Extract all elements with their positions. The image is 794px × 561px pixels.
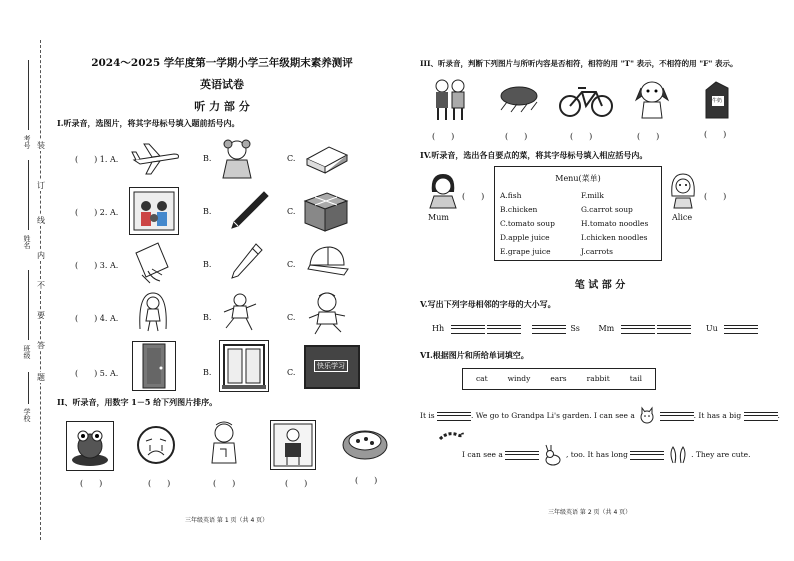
q1-row-num: ( ) 1. A.: [75, 155, 119, 164]
letter-pair: Ss: [570, 324, 580, 333]
cut-char: 不: [37, 281, 45, 290]
option-b-label: B.: [203, 368, 212, 377]
book-image: [303, 139, 351, 177]
child-thinking-image: [204, 419, 244, 467]
cut-char: 答: [37, 341, 45, 350]
exam-number-label: 考号: [23, 135, 31, 149]
option-c-label: C.: [287, 313, 296, 322]
word-bank: [462, 368, 656, 390]
q3-paren[interactable]: ( ): [704, 130, 727, 139]
cap-image: [302, 241, 352, 281]
cake-image: [340, 421, 390, 465]
mum-paren[interactable]: ( ): [462, 192, 485, 201]
cat-icon: [637, 406, 657, 426]
menu-item: B.chicken: [500, 205, 538, 214]
q2-paren[interactable]: ( ): [285, 479, 308, 488]
menu-item: C.tomato soup: [500, 219, 555, 228]
blackboard-image: [304, 345, 360, 389]
menu-item: E.grape juice: [500, 247, 551, 256]
menu-item: A.fish: [500, 191, 522, 200]
mum-label: Mum: [428, 213, 449, 222]
name-field[interactable]: [28, 160, 29, 230]
exam-title: 2024～2025 学年度第一学期小学三年级期末素养测评: [91, 57, 353, 69]
pencil-image: [226, 240, 266, 284]
pen-image: [226, 188, 270, 232]
alice-label: Alice: [672, 213, 693, 222]
option-b-label: B.: [203, 154, 212, 163]
menu-item: D.apple juice: [500, 233, 550, 242]
menu-item: G.carrot soup: [581, 205, 633, 214]
family-photo-image: [129, 187, 179, 235]
letter-blank[interactable]: [451, 325, 485, 334]
written-section-title: 笔 试 部 分: [574, 280, 626, 291]
airplane-image: [130, 138, 182, 180]
class-label: 班级: [23, 345, 31, 359]
q3-paren[interactable]: ( ): [432, 132, 455, 141]
letter-blank[interactable]: [487, 325, 521, 334]
letter-blank[interactable]: [724, 325, 758, 334]
option-b-label: B.: [203, 260, 212, 269]
word-bank-item: tail: [629, 374, 643, 383]
word-bank-item: windy: [507, 374, 531, 383]
answer-blank[interactable]: [630, 451, 664, 460]
rainy-cloud-image: [495, 80, 541, 116]
door-image: [132, 341, 176, 391]
alice-image: [668, 170, 698, 210]
sentence-text: , too. It has long: [566, 450, 628, 459]
q3-paren[interactable]: ( ): [570, 132, 593, 141]
milk-carton-label: 牛奶: [712, 98, 723, 104]
option-c-label: C.: [287, 260, 296, 269]
letter-blank[interactable]: [657, 325, 691, 334]
letter-pair: Hh: [432, 324, 445, 333]
q3-instruction: III、听录音，判断下列图片与所听内容是否相符，相符的用 "T" 表示，不相符的用 "F" 表示。: [420, 59, 738, 68]
sad-face-image: [134, 421, 178, 469]
q6-sentence-1: [420, 406, 780, 426]
q3-paren[interactable]: ( ): [637, 132, 660, 141]
man-portrait-image: [270, 420, 316, 470]
word-bank-item: rabbit: [586, 374, 610, 383]
letter-blank[interactable]: [621, 325, 655, 334]
sentence-text: . They are cute.: [691, 450, 751, 459]
listening-section-title: 听 力 部 分: [194, 100, 250, 113]
class-field[interactable]: [28, 270, 29, 340]
option-b-label: B.: [203, 313, 212, 322]
q6-sentence-2: [420, 444, 780, 466]
frog-image: [66, 421, 114, 471]
sentence-text: .: [777, 411, 780, 420]
cut-char: 题: [37, 373, 45, 382]
q2-paren[interactable]: ( ): [355, 476, 378, 485]
tail-image: [438, 428, 466, 442]
q1-row-num: ( ) 2. A.: [75, 208, 119, 217]
cut-char: 装: [37, 141, 45, 150]
option-c-label: C.: [287, 207, 296, 216]
q6-instruction: VI.根据图片和所给单词填空。: [420, 350, 529, 360]
sentence-text: . It has a big: [693, 411, 742, 420]
q2-paren[interactable]: ( ): [80, 479, 103, 488]
school-field[interactable]: [28, 372, 29, 404]
q2-paren[interactable]: ( ): [213, 479, 236, 488]
q5-row: [432, 324, 782, 334]
menu-item: H.tomato noodles: [581, 219, 649, 228]
left-page-footer: 三年级英语 第 1 页（共 4 页）: [185, 517, 269, 524]
answer-blank[interactable]: [505, 451, 539, 460]
q1-row-num: ( ) 3. A.: [75, 261, 119, 270]
gift-box-image: [301, 187, 351, 233]
sentence-text: It is: [420, 411, 435, 420]
menu-box: [494, 166, 662, 261]
q4-instruction: IV.听录音，选出各自要点的菜，将其字母标号填入相应括号内。: [420, 150, 648, 160]
blackboard-text: 快乐学习: [314, 360, 348, 372]
dog-image: [630, 76, 674, 122]
letter-blank[interactable]: [532, 325, 566, 334]
menu-item: F.milk: [581, 191, 604, 200]
milk-carton-image: [700, 78, 734, 120]
cut-char: 线: [37, 216, 45, 225]
q2-paren[interactable]: ( ): [148, 479, 171, 488]
q2-instruction: II、听录音，用数字 1－5 给下列图片排序。: [57, 397, 218, 407]
letter-pair: Uu: [705, 324, 718, 333]
q3-paren[interactable]: ( ): [505, 132, 528, 141]
q5-instruction: V.写出下列字母相邻的字母的大小写。: [420, 299, 556, 309]
right-page-footer: 三年级英语 第 2 页（共 4 页）: [548, 509, 632, 516]
cut-char: 内: [37, 251, 45, 260]
mum-image: [426, 170, 460, 210]
window-image: [219, 340, 269, 392]
boy-running-image: [218, 290, 262, 334]
cut-char: 要: [37, 311, 45, 320]
rabbit-icon: [542, 444, 564, 466]
q1-row-num: ( ) 5. A.: [75, 369, 119, 378]
binding-margin: [0, 0, 52, 561]
two-boys-image: [428, 76, 472, 122]
answer-blank[interactable]: [660, 412, 694, 421]
alice-paren[interactable]: ( ): [704, 192, 727, 201]
bicycle-image: [556, 82, 616, 118]
cut-char: 订: [37, 181, 45, 190]
ears-icon: [667, 445, 689, 465]
option-c-label: C.: [287, 154, 296, 163]
menu-title: Menu(菜单): [555, 174, 601, 183]
answer-blank[interactable]: [744, 412, 778, 421]
sentence-text: I can see a: [462, 450, 503, 459]
letter-pair: Mm: [598, 324, 615, 333]
option-b-label: B.: [203, 207, 212, 216]
boy-dancing-image: [303, 288, 351, 336]
option-c-label: C.: [287, 368, 296, 377]
answer-blank[interactable]: [437, 412, 471, 421]
word-bank-item: cat: [475, 374, 488, 383]
school-label: 学校: [23, 408, 31, 422]
exam-subtitle: 英语试卷: [200, 78, 244, 91]
name-label: 姓名: [23, 235, 31, 249]
q1-instruction: I.听录音，选图片，将其字母标号填入题前括号内。: [57, 118, 240, 128]
menu-item: I.chicken noodles: [581, 233, 648, 242]
q1-row-num: ( ) 4. A.: [75, 314, 119, 323]
exam-number-field[interactable]: [28, 60, 29, 130]
menu-item: J.carrots: [581, 247, 614, 256]
doll-image: [215, 136, 259, 182]
word-bank-item: ears: [550, 374, 567, 383]
sentence-text: . We go to Grandpa Li's garden. I can see a: [471, 411, 635, 420]
girl-jump-rope-image: [134, 289, 172, 335]
card-image: [128, 239, 176, 285]
